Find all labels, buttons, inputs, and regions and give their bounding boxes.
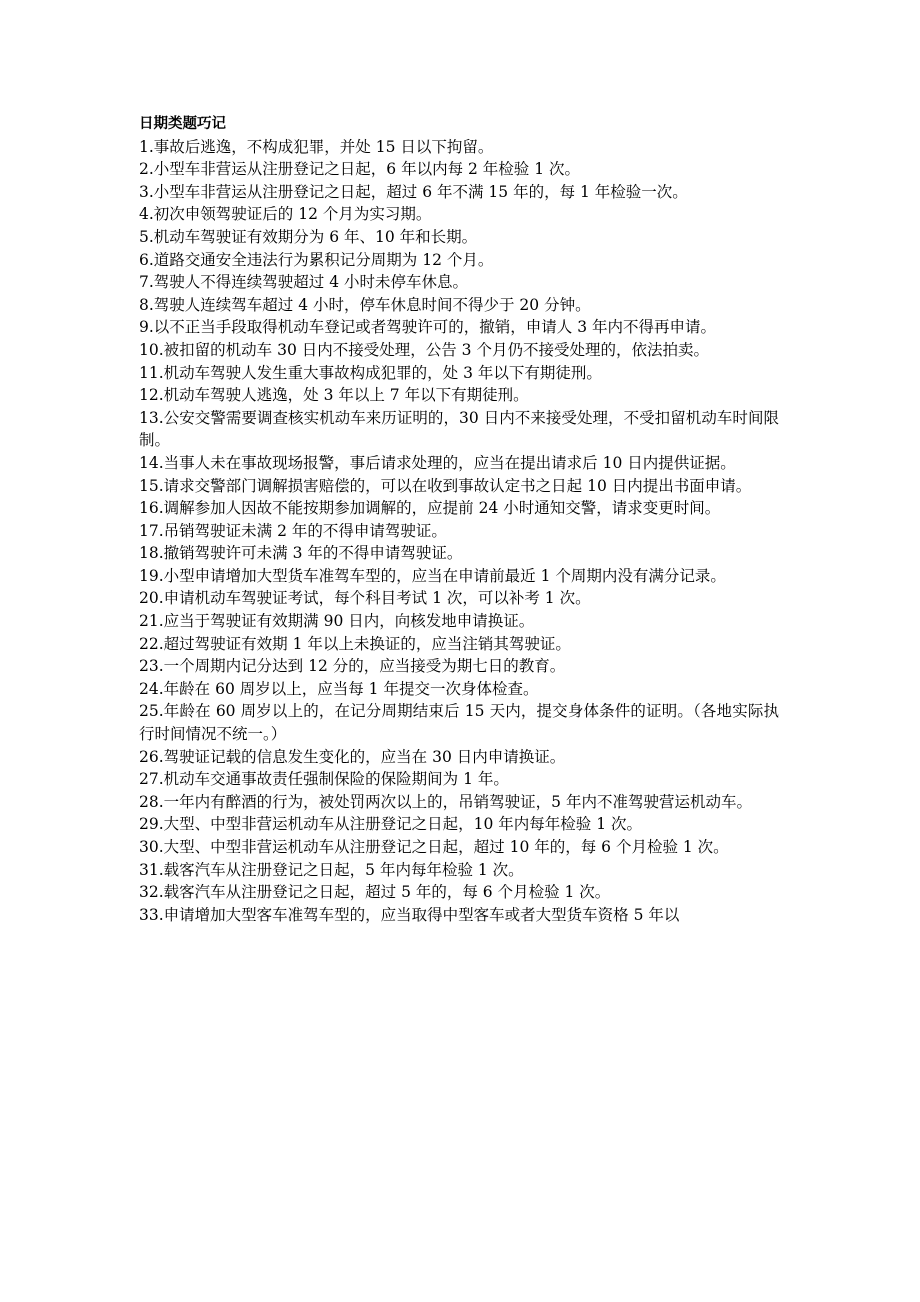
list-item: 22.超过驾驶证有效期 1 年以上未换证的，应当注销其驾驶证。 <box>139 634 571 653</box>
list-item: 14.当事人未在事故现场报警，事后请求处理的，应当在提出请求后 10 日内提供证据。 <box>139 453 736 472</box>
list-item: 25.年龄在 60 周岁以上的，在记分周期结束后 15 天内，提交身体条件的证明。（各地实际执行时间情况不统一。） <box>139 702 779 744</box>
list-item: 6.道路交通安全违法行为累积记分周期为 12 个月。 <box>139 250 494 269</box>
list-item: 30.大型、中型非营运机动车从注册登记之日起，超过 10 年的，每 6 个月检验 1 次。 <box>139 838 729 856</box>
list-item: 3.小型车非营运从注册登记之日起，超过 6 年不满 15 年的，每 1 年检验一次。 <box>139 182 688 201</box>
list-item: 21.应当于驾驶证有效期满 90 日内，向核发地申请换证。 <box>139 612 535 631</box>
document-title: 日期类题巧记 <box>139 116 226 132</box>
item-list <box>139 136 779 927</box>
list-item: 33.申请增加大型客车准驾车型的，应当取得中型客车或者大型货车资格 5 年以 <box>139 905 680 924</box>
list-item: 19.小型申请增加大型货车准驾车型的，应当在申请前最近 1 个周期内没有满分记录。 <box>139 566 726 585</box>
list-item: 16.调解参加人因故不能按期参加调解的，应提前 24 小时通知交警，请求变更时间。 <box>139 499 721 518</box>
list-item: 23.一个周期内记分达到 12 分的，应当接受为期七日的教育。 <box>139 657 566 676</box>
list-item: 5.机动车驾驶证有效期分为 6 年、10 年和长期。 <box>139 227 478 246</box>
list-item: 7.驾驶人不得连续驾驶超过 4 小时未停车休息。 <box>139 273 469 292</box>
list-item: 1.事故后逃逸，不构成犯罪，并处 15 日以下拘留。 <box>139 137 494 156</box>
list-item: 2.小型车非营运从注册登记之日起，6 年以内每 2 年检验 1 次。 <box>139 160 581 179</box>
list-item: 12.机动车驾驶人逃逸，处 3 年以上 7 年以下有期徒刑。 <box>139 386 529 405</box>
document-page <box>139 113 779 926</box>
list-item: 4.初次申领驾驶证后的 12 个月为实习期。 <box>139 205 432 224</box>
list-item: 29.大型、中型非营运机动车从注册登记之日起，10 年内每年检验 1 次。 <box>139 815 643 834</box>
list-item: 26.驾驶证记载的信息发生变化的，应当在 30 日内申请换证。 <box>139 747 566 766</box>
list-item: 10.被扣留的机动车 30 日内不接受处理，公告 3 个月仍不接受处理的，依法拍卖。 <box>139 340 709 359</box>
list-item: 9.以不正当手段取得机动车登记或者驾驶许可的，撤销，申请人 3 年内不得再申请。 <box>139 318 717 337</box>
list-item: 20.申请机动车驾驶证考试，每个科目考试 1 次，可以补考 1 次。 <box>139 589 591 608</box>
list-item: 15.请求交警部门调解损害赔偿的，可以在收到事故认定书之日起 10 日内提出书面申请。 <box>139 476 752 495</box>
list-item: 11.机动车驾驶人发生重大事故构成犯罪的，处 3 年以下有期徒刑。 <box>139 363 602 382</box>
list-item: 27.机动车交通事故责任强制保险的保险期间为 1 年。 <box>139 770 509 789</box>
list-item: 13.公安交警需要调查核实机动车来历证明的，30 日内不来接受处理，不受扣留机动车时间限制。 <box>139 408 779 450</box>
list-item: 28.一年内有醉酒的行为，被处罚两次以上的，吊销驾驶证，5 年内不准驾驶营运机动车。 <box>139 792 752 811</box>
list-item: 31.载客汽车从注册登记之日起，5 年内每年检验 1 次。 <box>139 860 524 879</box>
list-item: 17.吊销驾驶证未满 2 年的不得申请驾驶证。 <box>139 521 447 540</box>
list-item: 24.年龄在 60 周岁以上，应当每 1 年提交一次身体检查。 <box>139 679 539 698</box>
list-item: 32.载客汽车从注册登记之日起，超过 5 年的，每 6 个月检验 1 次。 <box>139 883 611 902</box>
list-item: 8.驾驶人连续驾车超过 4 小时，停车休息时间不得少于 20 分钟。 <box>139 295 591 314</box>
list-item: 18.撤销驾驶许可未满 3 年的不得申请驾驶证。 <box>139 544 463 563</box>
